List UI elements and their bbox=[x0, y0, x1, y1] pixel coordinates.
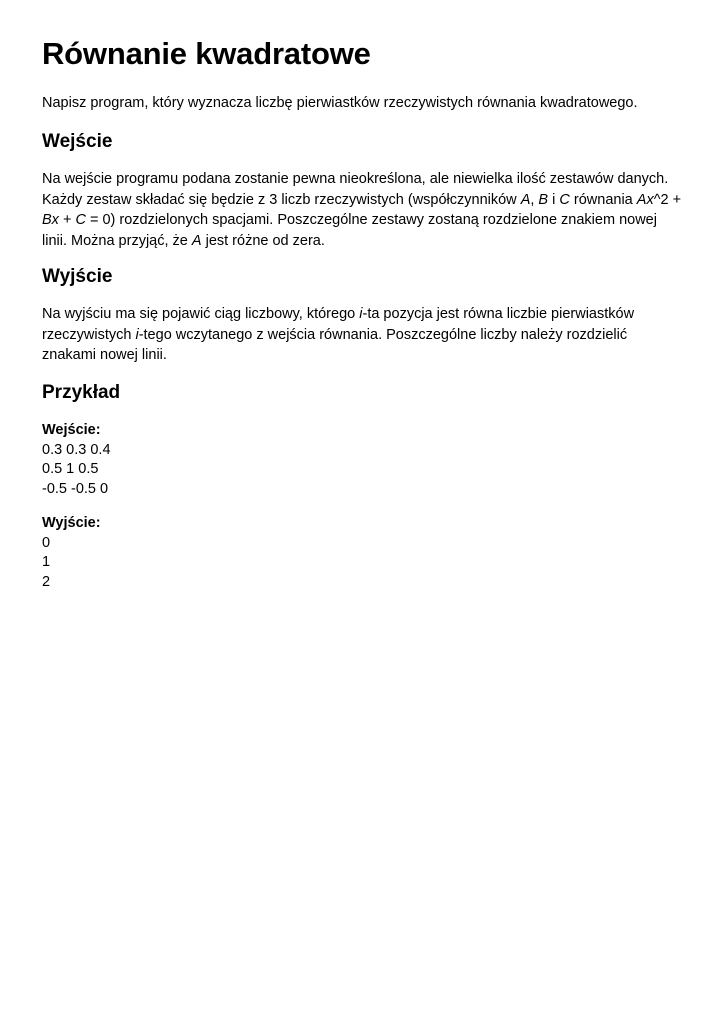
example-input-line: 0.3 0.3 0.4 bbox=[42, 441, 111, 458]
page-title: Równanie kwadratowe bbox=[42, 36, 371, 71]
example-output-line: 2 bbox=[42, 573, 51, 590]
eq-b: B bbox=[42, 212, 52, 228]
eq-end: = 0) rozdzielonych spacjami. Poszczególne zestawy zostaną rozdzielone znakiem nowej linii. Można przyjąć, że bbox=[42, 212, 657, 249]
eq-a: A bbox=[636, 191, 647, 208]
var-c: C bbox=[559, 191, 570, 208]
example-output-line: 1 bbox=[42, 554, 51, 570]
input-text-3: jest różne od zera. bbox=[201, 232, 325, 249]
var-a: A bbox=[520, 191, 531, 208]
input-text-2: równania bbox=[569, 191, 637, 208]
output-heading: Wyjście bbox=[42, 266, 113, 287]
input-heading: Wejście bbox=[42, 131, 113, 152]
input-text-1: Na wejście programu podana zostanie pewna nieokreślona, ale niewielka ilość zestawów danych. Każdy zestaw składać się będzie z 3 liczb rzeczywistych (współczynników bbox=[42, 171, 669, 208]
var-a2: A bbox=[191, 232, 202, 249]
var-i1: i bbox=[359, 306, 363, 322]
example-input-label: Wejście: bbox=[42, 422, 101, 438]
eq-x2: x bbox=[51, 212, 59, 228]
output-paragraph bbox=[42, 304, 682, 366]
example-input-block bbox=[42, 421, 111, 499]
eq-x1: x bbox=[646, 191, 654, 208]
sep-2: i bbox=[548, 191, 560, 208]
example-input-line: -0.5 -0.5 0 bbox=[42, 480, 109, 497]
var-b: B bbox=[538, 191, 549, 208]
example-output-label: Wyjście: bbox=[42, 515, 101, 531]
eq-mid: ^2 + bbox=[653, 191, 682, 208]
eq-c: C bbox=[75, 212, 86, 228]
output-text-3: -tego wczytanego z wejścia równania. Poszczególne liczby należy rozdzielić znakami nowej linii. bbox=[42, 326, 628, 363]
intro-paragraph: Napisz program, który wyznacza liczbę pierwiastków rzeczywistych równania kwadratowego. bbox=[42, 95, 638, 111]
example-heading: Przykład bbox=[42, 382, 121, 403]
input-paragraph bbox=[42, 169, 682, 251]
example-input-line: 0.5 1 0.5 bbox=[42, 461, 99, 477]
eq-plus: + bbox=[58, 212, 76, 228]
example-output-line: 0 bbox=[42, 534, 51, 551]
example-output-block bbox=[42, 514, 101, 592]
output-text-1: Na wyjściu ma się pojawić ciąg liczbowy, którego bbox=[42, 306, 360, 322]
sep-1: , bbox=[530, 191, 539, 208]
output-text-2: -ta pozycja jest równa liczbie pierwiastków rzeczywistych bbox=[42, 306, 635, 343]
var-i2: i bbox=[135, 326, 139, 343]
